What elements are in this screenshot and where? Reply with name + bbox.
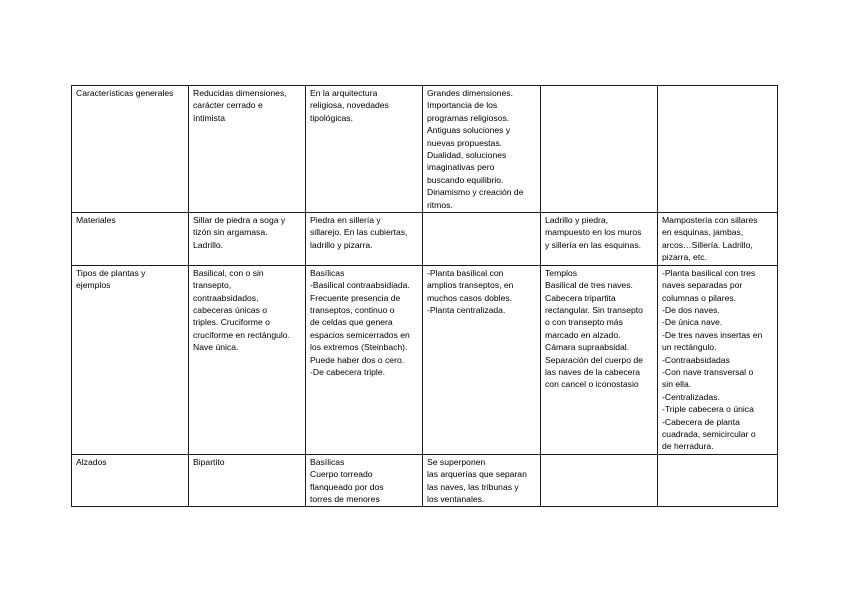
table-cell [423, 213, 541, 266]
table-cell: Ladrillo y piedra, mampuesto en los muros y sillería en las esquinas. [541, 213, 658, 266]
table-cell: Piedra en sillería y sillarejo. En las cubiertas, ladrillo y pizarra. [306, 213, 423, 266]
table-cell: -Planta basilical con tres naves separadas por columnas o pilares. -De dos naves. -De única nave. -De tres naves insertas en un rectángulo. -Contraabsidadas -Con nave transversal o sin ella. -Centralizadas. -Triple cabecera o única -Cabecera de planta cuadrada, semicircular o de herradura. [658, 265, 778, 454]
table-cell: Templos Basilical de tres naves. Cabecera tripartita rectangular. Sin transepto o con transepto más marcado en alzado. Cámara supraabsidal. Separación del cuerpo de las naves de la cabecera con cancel o iconostasio [541, 265, 658, 454]
table-cell [658, 454, 778, 507]
table-cell [541, 454, 658, 507]
table-cell: Sillar de piedra a soga y tizón sin argamasa. Ladrillo. [189, 213, 306, 266]
table-cell: Basilical, con o sin transepto, contraabsidados, cabeceras únicas o triples. Cruciforme o cruciforme en rectángulo. Nave única. [189, 265, 306, 454]
table-cell: Bipartito [189, 454, 306, 507]
table-cell: Basílicas -Basilical contraabsidiada. Frecuente presencia de transeptos, continuo o de celdas que genera espacios semicerrados en los extremos (Steinbach). Puede haber dos o cero. -De cabecera triple. [306, 265, 423, 454]
table-cell: Reducidas dimensiones, carácter cerrado e íntimista [189, 86, 306, 213]
table-cell: Se superponen las arquerías que separan las naves, las tribunas y los ventanales. [423, 454, 541, 507]
table-cell: Basílicas Cuerpo torreado flanqueado por dos torres de menores [306, 454, 423, 507]
table-cell [658, 86, 778, 213]
row-header-cell: Alzados [72, 454, 189, 507]
row-header-cell: Tipos de plantas y ejemplos [72, 265, 189, 454]
table-cell: En la arquitectura religiosa, novedades tipológicas. [306, 86, 423, 213]
table-row-materiales [72, 213, 778, 266]
row-header-cell: Características generales [72, 86, 189, 213]
row-header-cell: Materiales [72, 213, 189, 266]
table-row-alzados [72, 454, 778, 507]
table-cell: -Planta basilical con amplios transeptos, en muchos casos dobles. -Planta centralizada. [423, 265, 541, 454]
table-row-caracteristicas [72, 86, 778, 213]
table-cell: Grandes dimensiones. Importancia de los programas religiosos. Antiguas soluciones y nuevas propuestas. Dualidad, soluciones imaginativas pero buscando equilibrio. Dinamismo y creación de ritmos. [423, 86, 541, 213]
comparison-table [71, 85, 778, 507]
table-cell: Mampostería con sillares en esquinas, jambas, arcos…Sillería. Ladrillo, pizarra, etc. [658, 213, 778, 266]
table-row-tipos-de-plantas [72, 265, 778, 454]
table-cell [541, 86, 658, 213]
